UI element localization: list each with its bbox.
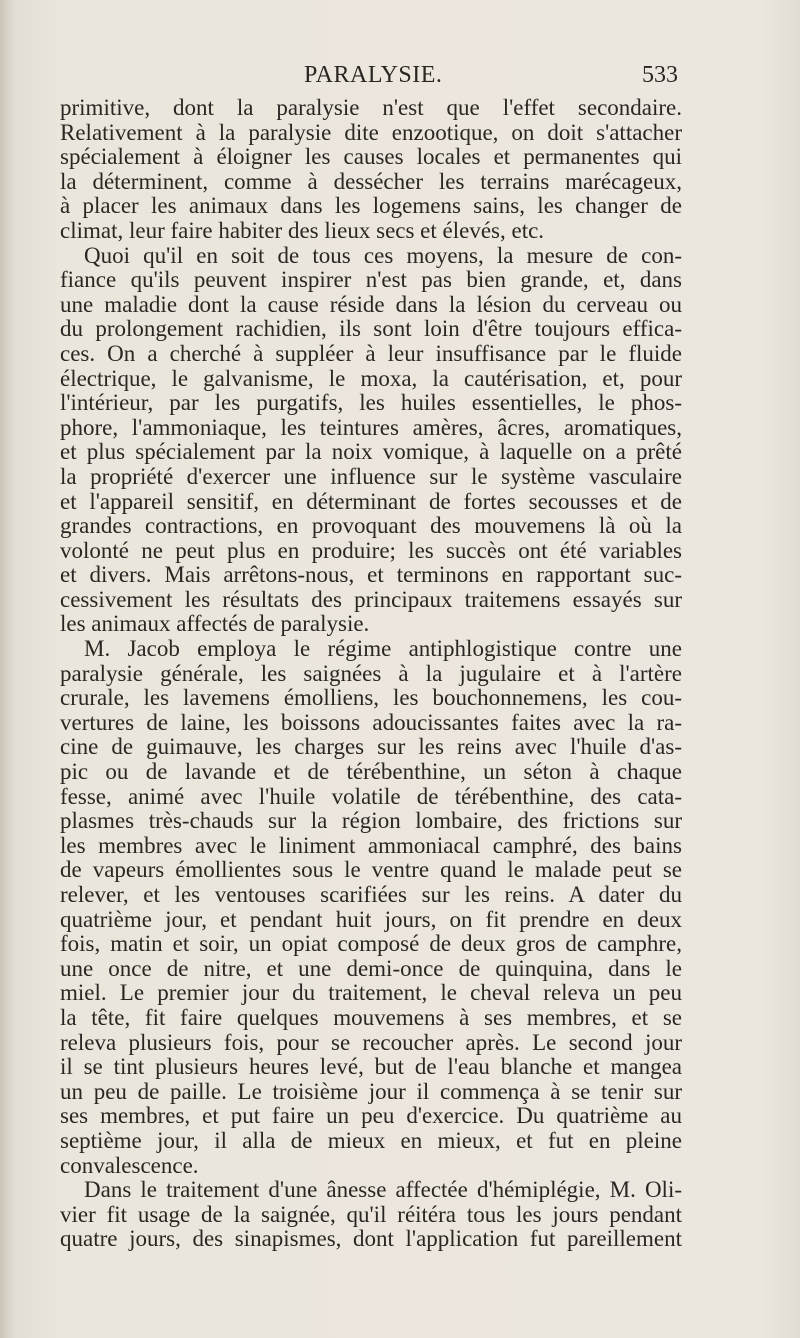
text-line: phore, l'ammoniaque, les teintures amères, âcres, aromatiques, xyxy=(60,414,682,440)
text-line: électrique, le galvanisme, le moxa, la cautérisation, et, pour xyxy=(60,365,682,391)
text-line: Quoi qu'il en soit de tous ces moyens, la mesure de con- xyxy=(84,242,682,268)
text-line: les membres avec le liniment ammoniacal camphré, des bains xyxy=(60,832,682,858)
page-header xyxy=(60,62,680,94)
body-text xyxy=(60,96,682,1252)
text-line: relever, et les ventouses scarifiées sur les reins. A dater du xyxy=(60,882,682,907)
text-line: septième jour, il alla de mieux en mieux, et fut en pleine xyxy=(60,1127,682,1153)
text-line: ces. On a cherché à suppléer à leur insuffisance par le fluide xyxy=(60,340,682,366)
text-line: et l'appareil sensitif, en déterminant de fortes secousses et de xyxy=(60,488,682,514)
text-line: crurale, les lavemens émolliens, les bouchonnemens, les cou- xyxy=(60,685,682,711)
text-line: convalescence. xyxy=(60,1152,199,1178)
text-line: fois, matin et soir, un opiat composé de deux gros de camphre, xyxy=(60,931,682,957)
text-line: de vapeurs émollientes sous le ventre quand le malade peut se xyxy=(60,857,682,883)
text-line: grandes contractions, en provoquant des mouvemens là où la xyxy=(60,513,682,539)
text-line: paralysie générale, les saignées à la jugulaire et à l'artère xyxy=(60,660,682,686)
text-line: volonté ne peut plus en produire; les succès ont été variables xyxy=(60,537,682,563)
text-line: la tête, fit faire quelques mouvemens à ses membres, et se xyxy=(60,1004,682,1030)
text-line: la déterminent, comme à dessécher les terrains marécageux, xyxy=(60,168,682,194)
text-line: une maladie dont la cause réside dans la lésion du cerveau ou xyxy=(60,291,682,317)
text-line: fiance qu'ils peuvent inspirer n'est pas bien grande, et, dans xyxy=(60,267,682,293)
text-line: il se tint plusieurs heures levé, but de l'eau blanche et mangea xyxy=(60,1054,682,1080)
text-line: Dans le traitement d'une ânesse affectée d'hémiplégie, M. Oli- xyxy=(84,1177,682,1203)
text-line: du prolongement rachidien, ils sont loin d'être toujours effica- xyxy=(60,316,682,342)
text-line: une once de nitre, et une demi-once de quinquina, dans le xyxy=(60,955,682,981)
text-line: climat, leur faire habiter des lieux secs et élevés, etc. xyxy=(60,217,545,243)
text-line: à placer les animaux dans les logemens sains, les changer de xyxy=(60,193,682,219)
text-line: quatrième jour, et pendant huit jours, on fit prendre en deux xyxy=(60,906,682,932)
text-line: les animaux affectés de paralysie. xyxy=(60,611,370,637)
text-line: pic ou de lavande et de térébenthine, un séton à chaque xyxy=(60,759,682,785)
page-number: 533 xyxy=(642,62,678,88)
text-line: et divers. Mais arrêtons-nous, et terminons en rapportant suc- xyxy=(60,562,682,588)
text-line: quatre jours, des sinapismes, dont l'application fut pareillement xyxy=(60,1226,682,1252)
text-line: cessivement les résultats des principaux traitemens essayés sur xyxy=(60,586,682,612)
text-line: M. Jacob employa le régime antiphlogistique contre une xyxy=(84,636,682,662)
text-line: et plus spécialement par la noix vomique, à laquelle on a prêté xyxy=(60,439,682,465)
text-line: miel. Le premier jour du traitement, le cheval releva un peu xyxy=(60,980,682,1006)
text-line: releva plusieurs fois, pour se recoucher après. Le second jour xyxy=(60,1029,682,1055)
running-title: PARALYSIE. xyxy=(304,62,443,88)
text-line: la propriété d'exercer une influence sur le système vasculaire xyxy=(60,463,682,489)
text-line: ses membres, et put faire un peu d'exercice. Du quatrième au xyxy=(60,1103,682,1129)
text-line: vertures de laine, les boissons adoucissantes faites avec la ra- xyxy=(60,709,682,735)
text-line: plasmes très-chauds sur la région lombaire, des frictions sur xyxy=(60,808,682,834)
text-line: fesse, animé avec l'huile volatile de térébenthine, des cata- xyxy=(60,783,682,809)
text-line: vier fit usage de la saignée, qu'il réitéra tous les jours pendant xyxy=(60,1201,682,1227)
text-line: Relativement à la paralysie dite enzootique, on doit s'attacher xyxy=(60,119,682,145)
text-line: primitive, dont la paralysie n'est que l'effet secondaire. xyxy=(60,95,682,120)
text-line: cine de guimauve, les charges sur les reins avec l'huile d'as- xyxy=(60,734,682,760)
text-line: l'intérieur, par les purgatifs, les huiles essentielles, le phos- xyxy=(60,390,682,416)
text-line: spécialement à éloigner les causes locales et permanentes qui xyxy=(60,144,682,170)
text-line: un peu de paille. Le troisième jour il commença à se tenir sur xyxy=(60,1078,682,1104)
